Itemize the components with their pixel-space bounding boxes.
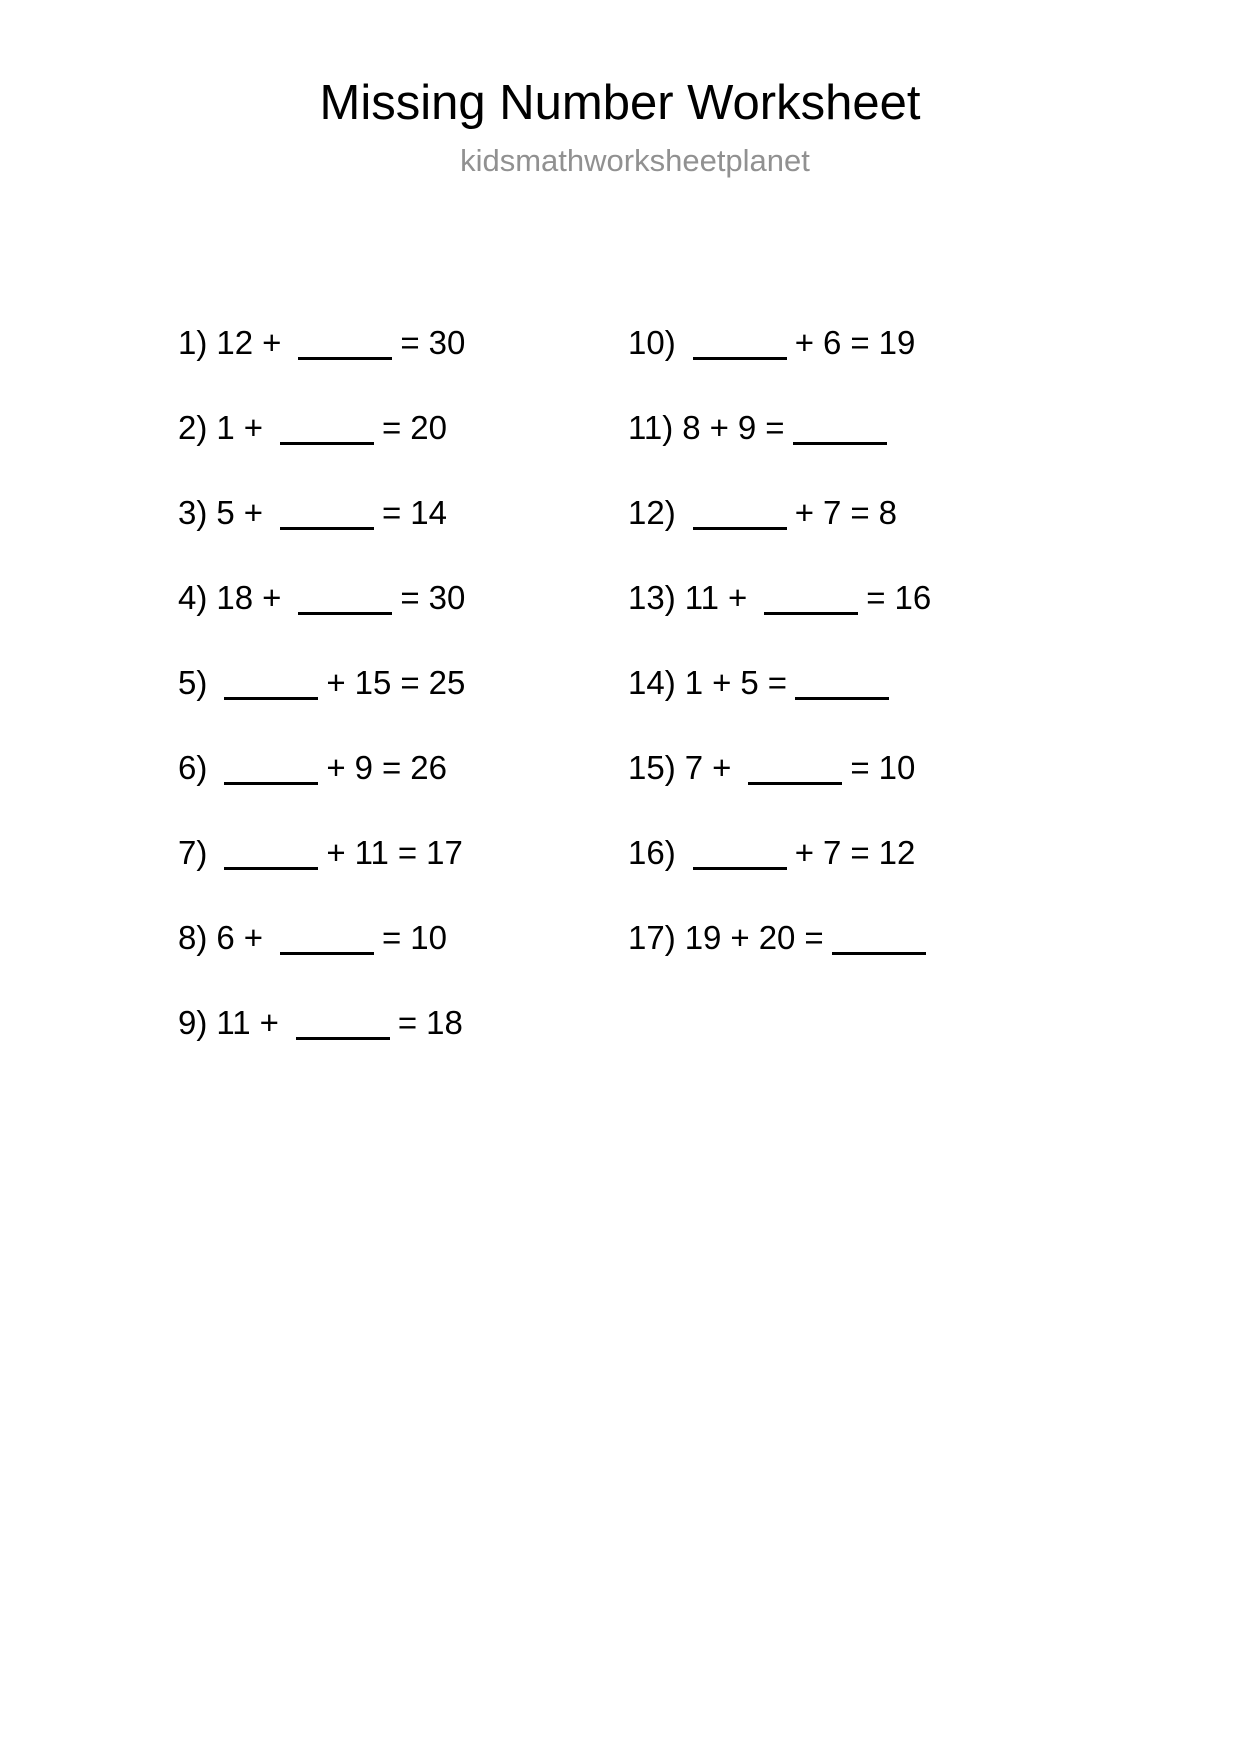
problem-number: 11) (628, 409, 674, 446)
problem-number: 2) (178, 409, 208, 446)
problem-number: 1) (178, 324, 208, 361)
operand-b: 5 (740, 664, 759, 701)
operand-b: 9 (354, 749, 373, 786)
problem-number: 10) (628, 324, 676, 361)
answer-blank[interactable] (280, 503, 374, 530)
problem-number: 12) (628, 494, 676, 531)
problem-number: 6) (178, 749, 208, 786)
problem-expression (216, 1006, 463, 1039)
problem-number: 14) (628, 664, 676, 701)
result-value: 10 (410, 919, 447, 956)
operator-equals: = (400, 579, 420, 616)
answer-blank[interactable] (693, 333, 787, 360)
problem-number: 7) (178, 834, 208, 871)
problem-row (628, 555, 1078, 640)
result-value: 10 (878, 749, 916, 786)
problem-row (178, 640, 628, 725)
result-value: 18 (426, 1004, 463, 1041)
operator-plus: + (727, 579, 748, 616)
problem-expression (216, 411, 447, 444)
problem-expression (216, 836, 463, 869)
operator-plus: + (709, 409, 729, 446)
operand-a: 11 (216, 1004, 251, 1041)
problem-number: 16) (628, 834, 676, 871)
operator-plus: + (243, 409, 263, 446)
operator-plus: + (326, 834, 346, 871)
problem-expression (216, 496, 447, 529)
operator-plus: + (243, 919, 263, 956)
problem-expression (685, 921, 934, 954)
problem-number: 15) (628, 749, 676, 786)
problem-row (178, 895, 628, 980)
problem-row (178, 555, 628, 640)
operator-equals: = (381, 494, 402, 531)
answer-blank[interactable] (298, 333, 392, 360)
operand-a: 18 (216, 579, 254, 616)
problem-number: 8) (178, 919, 208, 956)
problem-number: 4) (178, 579, 208, 616)
operand-a: 1 (684, 664, 704, 701)
operator-plus: + (794, 834, 814, 871)
answer-blank[interactable] (224, 758, 318, 785)
answer-blank[interactable] (296, 1013, 390, 1040)
operator-equals: = (400, 324, 420, 361)
operand-b: 11 (354, 834, 389, 871)
problem-row (178, 300, 628, 385)
problem-grid (0, 300, 1240, 1065)
problem-expression (685, 581, 932, 614)
page-title: Missing Number Worksheet (319, 76, 921, 130)
operand-b: 7 (822, 834, 842, 871)
problem-number: 3) (178, 494, 208, 531)
answer-blank[interactable] (298, 588, 392, 615)
problem-expression (216, 666, 465, 699)
problem-expression (685, 326, 916, 359)
problem-row (178, 810, 628, 895)
operator-equals: = (381, 749, 402, 786)
operand-b: 7 (822, 494, 842, 531)
operator-plus: + (259, 1004, 279, 1041)
operator-equals: = (850, 749, 870, 786)
operand-b: 9 (737, 409, 757, 446)
operator-equals: = (381, 919, 402, 956)
operator-equals: = (850, 834, 870, 871)
result-value: 8 (878, 494, 897, 531)
right-column (628, 300, 1078, 980)
operator-equals: = (850, 324, 870, 361)
operator-plus: + (730, 919, 750, 956)
operator-plus: + (243, 494, 263, 531)
operator-plus: + (326, 749, 346, 786)
operand-b: 6 (822, 324, 842, 361)
result-value: 30 (428, 324, 466, 361)
answer-blank[interactable] (748, 758, 842, 785)
left-column (178, 300, 628, 1065)
operator-equals: = (400, 664, 420, 701)
result-value: 12 (878, 834, 916, 871)
problem-row (628, 385, 1078, 470)
operator-plus: + (794, 324, 814, 361)
problem-expression (685, 666, 897, 699)
operand-a: 7 (684, 749, 704, 786)
result-value: 17 (426, 834, 463, 871)
operator-equals: = (381, 409, 402, 446)
problem-row (178, 980, 628, 1065)
answer-blank[interactable] (764, 588, 858, 615)
problem-expression (216, 326, 465, 359)
answer-blank[interactable] (280, 928, 374, 955)
problem-row (178, 725, 628, 810)
answer-blank[interactable] (793, 418, 887, 445)
result-value: 26 (410, 749, 447, 786)
problem-row (628, 810, 1078, 895)
problem-row (628, 640, 1078, 725)
operand-b: 20 (758, 919, 796, 956)
result-value: 14 (410, 494, 447, 531)
operator-equals: = (767, 664, 787, 701)
operator-plus: + (712, 749, 732, 786)
result-value: 20 (410, 409, 447, 446)
operator-equals: = (397, 1004, 418, 1041)
operator-equals: = (850, 494, 870, 531)
operand-a: 11 (684, 579, 719, 616)
problem-number: 5) (178, 664, 208, 701)
problem-expression (216, 751, 447, 784)
problem-expression (682, 411, 894, 444)
answer-blank[interactable] (280, 418, 374, 445)
problem-number: 9) (178, 1004, 208, 1041)
operator-equals: = (804, 919, 824, 956)
answer-blank[interactable] (224, 843, 318, 870)
problem-expression (685, 751, 916, 784)
operator-plus: + (262, 324, 282, 361)
problem-expression (685, 836, 916, 869)
operand-b: 15 (354, 664, 392, 701)
answer-blank[interactable] (693, 503, 787, 530)
problem-expression (216, 581, 465, 614)
operand-a: 8 (682, 409, 701, 446)
operand-a: 12 (216, 324, 254, 361)
problem-expression (685, 496, 897, 529)
operator-equals: = (765, 409, 785, 446)
problem-number: 13) (628, 579, 676, 616)
result-value: 30 (428, 579, 466, 616)
answer-blank[interactable] (224, 673, 318, 700)
operator-equals: = (866, 579, 886, 616)
site-credit-subtitle: kidsmathworksheetplanet (460, 143, 810, 179)
operand-a: 19 (684, 919, 722, 956)
problem-expression (216, 921, 447, 954)
problem-row (178, 385, 628, 470)
result-value: 19 (878, 324, 916, 361)
operand-a: 5 (216, 494, 235, 531)
problem-row (628, 300, 1078, 385)
result-value: 16 (894, 579, 932, 616)
problem-row (178, 470, 628, 555)
problem-number: 17) (628, 919, 676, 956)
answer-blank[interactable] (693, 843, 787, 870)
problem-row (628, 470, 1078, 555)
worksheet-header (0, 0, 1240, 179)
answer-blank[interactable] (832, 928, 926, 955)
answer-blank[interactable] (795, 673, 889, 700)
operator-plus: + (262, 579, 282, 616)
operator-plus: + (712, 664, 732, 701)
operand-a: 6 (216, 919, 235, 956)
operator-equals: = (397, 834, 418, 871)
operator-plus: + (326, 664, 346, 701)
operand-a: 1 (216, 409, 235, 446)
problem-row (628, 895, 1078, 980)
problem-row (628, 725, 1078, 810)
result-value: 25 (428, 664, 466, 701)
operator-plus: + (794, 494, 814, 531)
